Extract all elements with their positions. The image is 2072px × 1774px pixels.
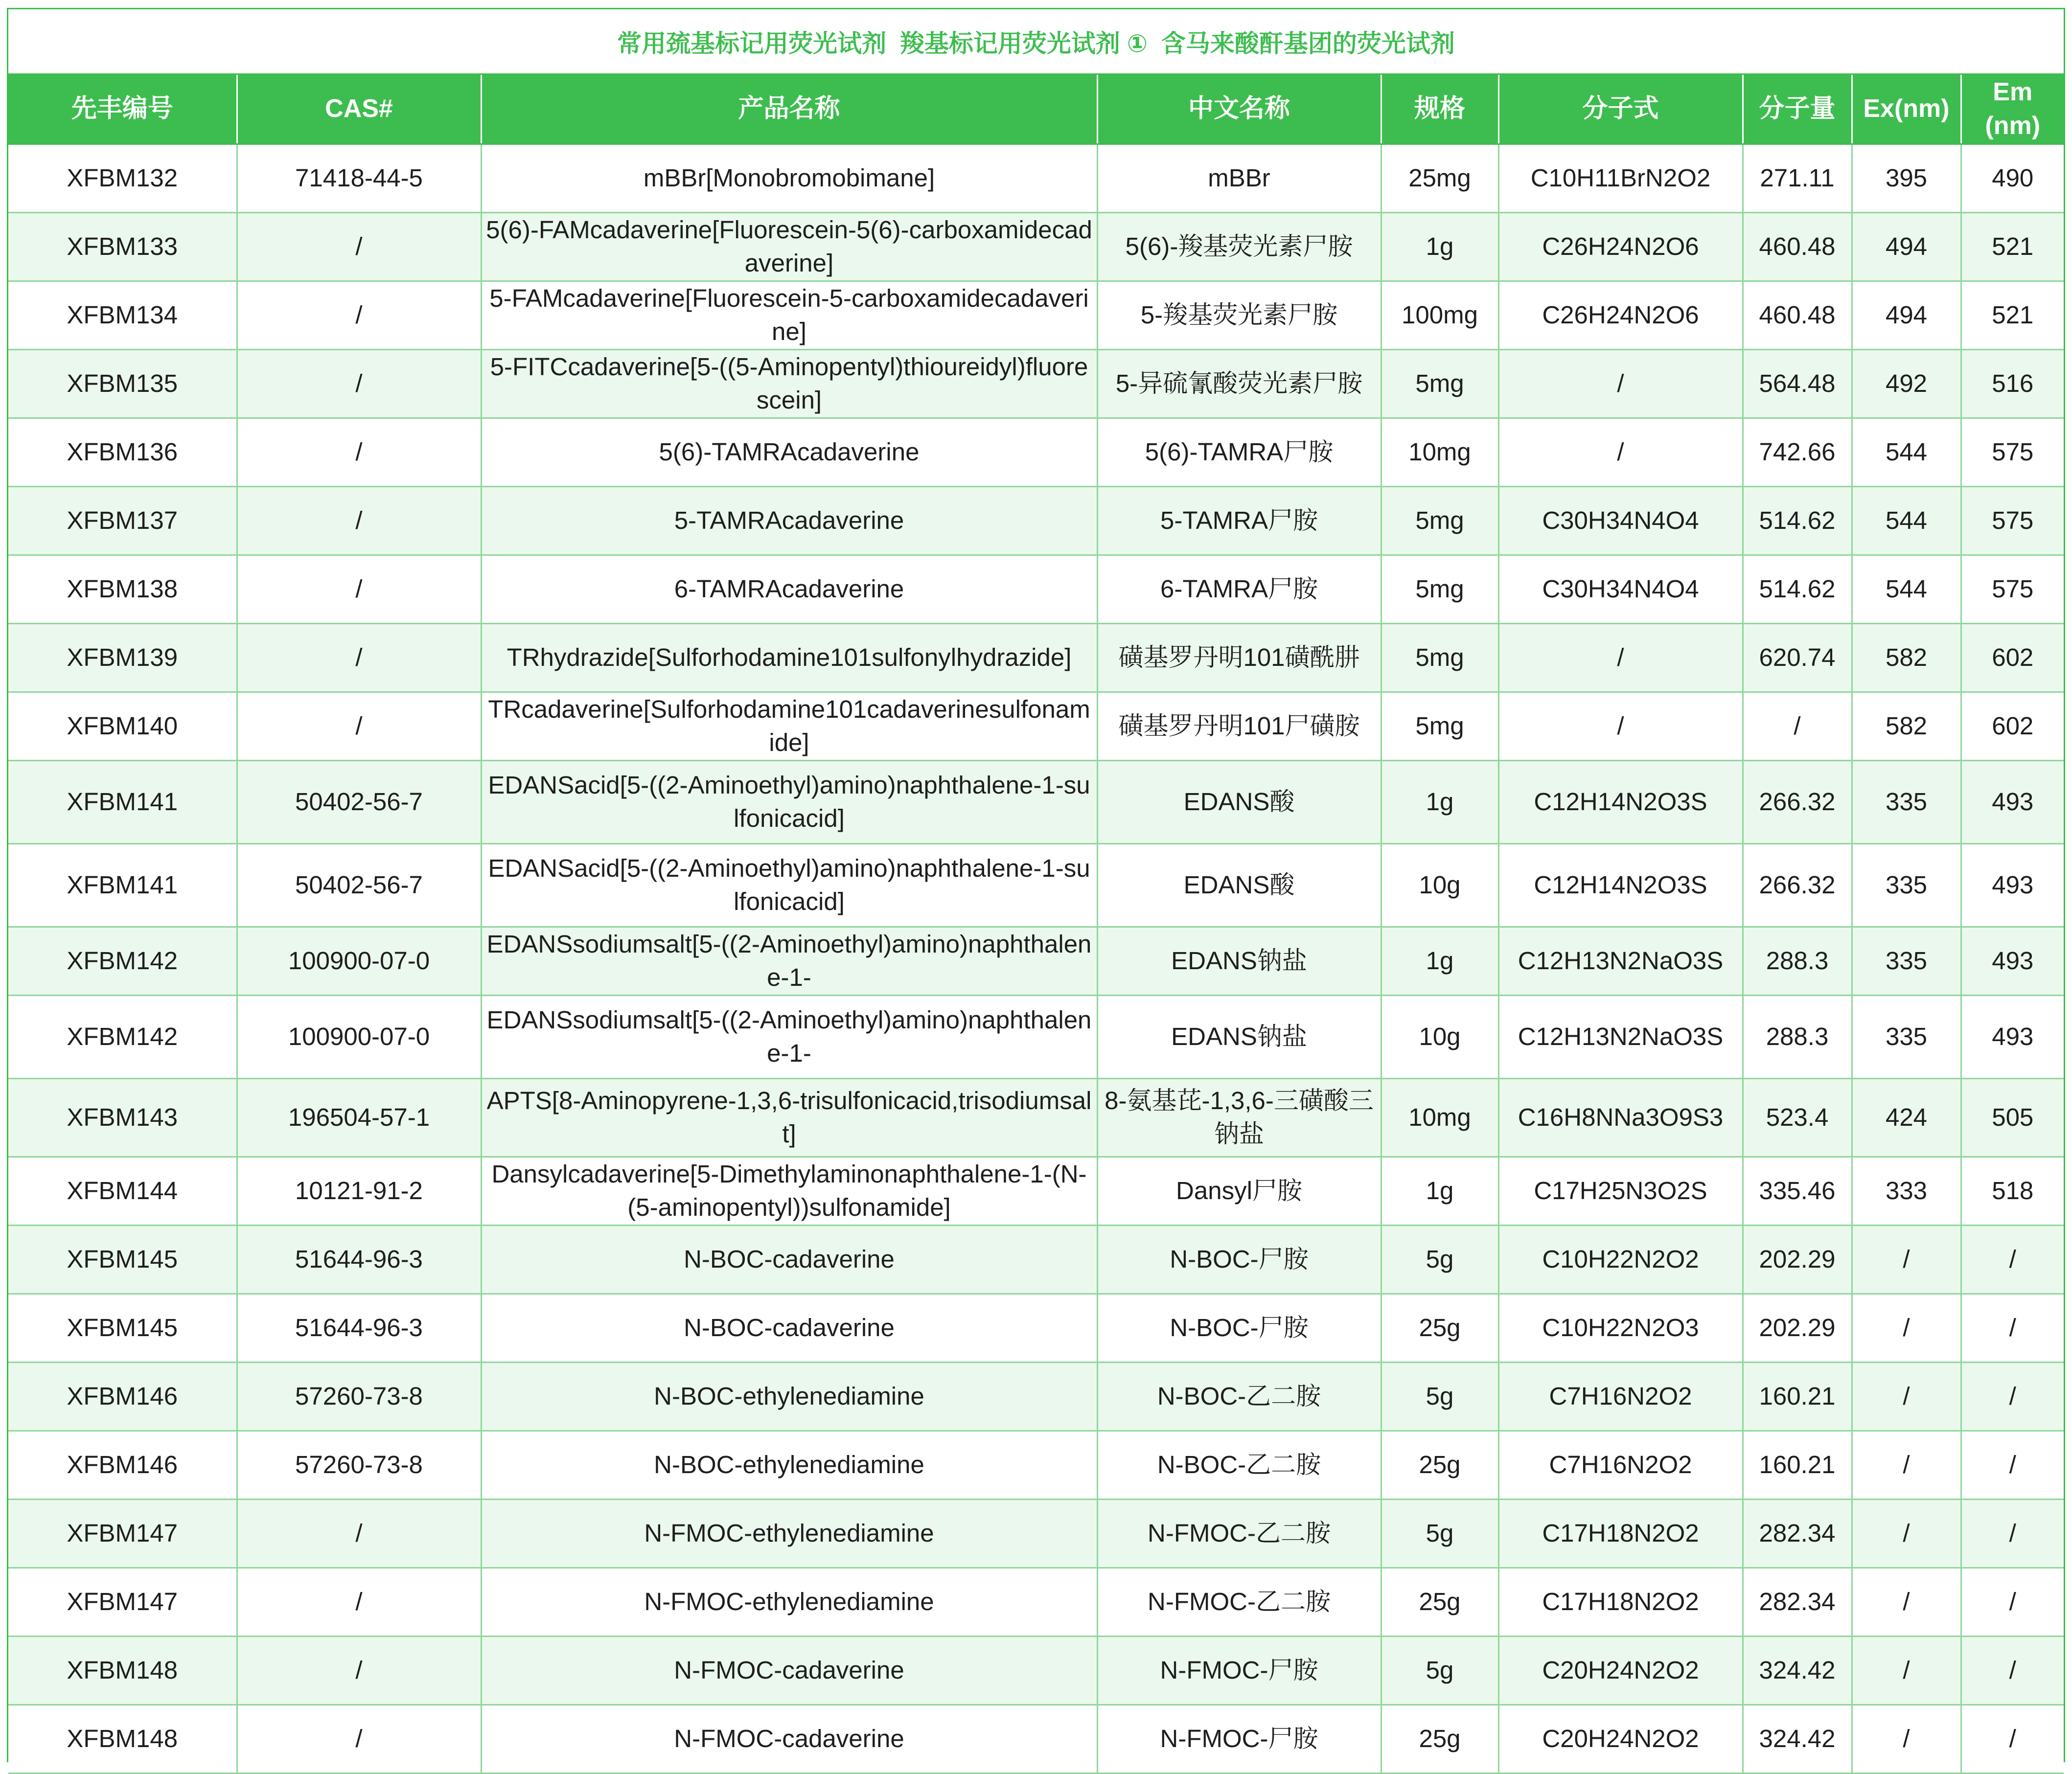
cell-chinese-name: 5-异硫氰酸荧光素尸胺 [1097,349,1381,418]
cell-em: 575 [1961,486,2064,555]
cell-size: 25mg [1381,144,1498,212]
cell-catalog-no: XFBM137 [8,486,237,555]
cell-cas: / [237,212,481,281]
cell-ex: 582 [1852,692,1961,760]
cell-catalog-no: XFBM147 [8,1499,237,1568]
cell-size: 25g [1381,1705,1498,1773]
cell-formula: C20H24N2O2 [1498,1705,1743,1773]
cell-cas: / [237,623,481,692]
cell-mol-weight: 324.42 [1743,1705,1852,1773]
cell-cas: / [237,1705,481,1773]
cell-em: 521 [1961,212,2064,281]
cell-chinese-name: EDANS酸 [1097,760,1381,843]
cell-chinese-name: N-FMOC-尸胺 [1097,1636,1381,1705]
cell-formula: C12H14N2O3S [1498,843,1743,927]
cell-cas: 50402-56-7 [237,843,481,927]
table-row [8,1362,2064,1431]
column-header-ex: Ex(nm) [1852,75,1961,144]
cell-chinese-name: 6-TAMRA尸胺 [1097,555,1381,623]
cell-chinese-name: 8-氨基芘-1,3,6-三磺酸三钠盐 [1097,1078,1381,1157]
header-row [8,75,2064,144]
cell-chinese-name: EDANS钠盐 [1097,927,1381,995]
cell-chinese-name: EDANS钠盐 [1097,995,1381,1078]
table-row [8,1499,2064,1568]
cell-formula: C17H25N3O2S [1498,1157,1743,1225]
cell-em: / [1961,1431,2064,1499]
cell-size: 5mg [1381,486,1498,555]
cell-product-name: EDANSacid[5-((2-Aminoethyl)amino)naphthalene-1-sulfonicacid] [481,843,1097,927]
cell-catalog-no: XFBM142 [8,927,237,995]
cell-ex: / [1852,1568,1961,1636]
cell-formula: C30H34N4O4 [1498,486,1743,555]
cell-ex: / [1852,1636,1961,1705]
cell-catalog-no: XFBM146 [8,1431,237,1499]
cell-ex: / [1852,1225,1961,1294]
table-row [8,1157,2064,1225]
cell-catalog-no: XFBM141 [8,760,237,843]
cell-product-name: 5-TAMRAcadaverine [481,486,1097,555]
table-row [8,555,2064,623]
column-header-chinese-name: 中文名称 [1097,75,1381,144]
table-row [8,1078,2064,1157]
cell-mol-weight: 202.29 [1743,1294,1852,1362]
table-row [8,1294,2064,1362]
cell-cas: 71418-44-5 [237,144,481,212]
cell-formula: / [1498,349,1743,418]
cell-em: 518 [1961,1157,2064,1225]
cell-cas: 51644-96-3 [237,1225,481,1294]
cell-mol-weight: 620.74 [1743,623,1852,692]
cell-size: 5mg [1381,692,1498,760]
table-row [8,1705,2064,1773]
cell-cas: 57260-73-8 [237,1362,481,1431]
cell-ex: 395 [1852,144,1961,212]
cell-size: 1g [1381,760,1498,843]
cell-product-name: TRhydrazide[Sulforhodamine101sulfonylhydrazide] [481,623,1097,692]
cell-mol-weight: 282.34 [1743,1499,1852,1568]
table-row [8,623,2064,692]
cell-chinese-name: N-BOC-乙二胺 [1097,1362,1381,1431]
cell-product-name: EDANSsodiumsalt[5-((2-Aminoethyl)amino)naphthalene-1- [481,927,1097,995]
cell-size: 100mg [1381,281,1498,349]
cell-size: 5mg [1381,349,1498,418]
column-header-em: Em (nm) [1961,75,2064,144]
cell-cas: 50402-56-7 [237,760,481,843]
cell-product-name: 5(6)-FAMcadaverine[Fluorescein-5(6)-carboxamidecadaverine] [481,212,1097,281]
cell-size: 10mg [1381,418,1498,486]
column-header-catalog-no: 先丰编号 [8,75,237,144]
cell-ex: 544 [1852,418,1961,486]
cell-formula: C12H13N2NaO3S [1498,927,1743,995]
cell-catalog-no: XFBM133 [8,212,237,281]
cell-formula: C30H34N4O4 [1498,555,1743,623]
cell-chinese-name: 5-羧基荧光素尸胺 [1097,281,1381,349]
cell-chinese-name: N-BOC-尸胺 [1097,1294,1381,1362]
cell-formula: / [1498,418,1743,486]
cell-product-name: N-FMOC-ethylenediamine [481,1568,1097,1636]
cell-ex: / [1852,1705,1961,1773]
table-row [8,927,2064,995]
cell-formula: / [1498,623,1743,692]
cell-size: 10mg [1381,1078,1498,1157]
cell-mol-weight: 160.21 [1743,1431,1852,1499]
table-row [8,1225,2064,1294]
cell-em: 493 [1961,843,2064,927]
cell-chinese-name: N-BOC-乙二胺 [1097,1431,1381,1499]
cell-size: 5g [1381,1499,1498,1568]
cell-mol-weight: 160.21 [1743,1362,1852,1431]
cell-size: 5g [1381,1225,1498,1294]
cell-formula: C17H18N2O2 [1498,1499,1743,1568]
cell-chinese-name: mBBr [1097,144,1381,212]
cell-product-name: N-FMOC-cadaverine [481,1705,1097,1773]
cell-formula: C12H14N2O3S [1498,760,1743,843]
cell-ex: 492 [1852,349,1961,418]
cell-chinese-name: Dansyl尸胺 [1097,1157,1381,1225]
cell-product-name: 6-TAMRAcadaverine [481,555,1097,623]
cell-cas: / [237,1499,481,1568]
cell-formula: C7H16N2O2 [1498,1362,1743,1431]
cell-em: / [1961,1636,2064,1705]
cell-product-name: EDANSacid[5-((2-Aminoethyl)amino)naphthalene-1-sulfonicacid] [481,760,1097,843]
cell-formula: C10H22N2O3 [1498,1294,1743,1362]
table-row [8,1568,2064,1636]
cell-ex: 335 [1852,843,1961,927]
cell-chinese-name: EDANS酸 [1097,843,1381,927]
cell-mol-weight: 460.48 [1743,281,1852,349]
column-header-mol-weight: 分子量 [1743,75,1852,144]
cell-mol-weight: 282.34 [1743,1568,1852,1636]
cell-mol-weight: 271.11 [1743,144,1852,212]
table-row [8,843,2064,927]
cell-catalog-no: XFBM132 [8,144,237,212]
cell-cas: 51644-96-3 [237,1294,481,1362]
cell-cas: / [237,349,481,418]
table-row [8,418,2064,486]
table-row [8,995,2064,1078]
cell-size: 5mg [1381,623,1498,692]
cell-ex: 544 [1852,486,1961,555]
cell-mol-weight: / [1743,692,1852,760]
cell-em: / [1961,1568,2064,1636]
product-table [8,75,2064,1774]
cell-formula: / [1498,692,1743,760]
cell-catalog-no: XFBM135 [8,349,237,418]
table-row [8,760,2064,843]
cell-size: 25g [1381,1294,1498,1362]
product-table-sheet [7,8,2065,1762]
cell-product-name: Dansylcadaverine[5-Dimethylaminonaphthalene-1-(N-(5-aminopentyl))sulfonamide] [481,1157,1097,1225]
cell-formula: C10H11BrN2O2 [1498,144,1743,212]
cell-ex: 424 [1852,1078,1961,1157]
cell-mol-weight: 564.48 [1743,349,1852,418]
cell-cas: 196504-57-1 [237,1078,481,1157]
cell-mol-weight: 514.62 [1743,486,1852,555]
cell-catalog-no: XFBM136 [8,418,237,486]
cell-size: 25g [1381,1431,1498,1499]
cell-em: / [1961,1499,2064,1568]
table-title: 常用巯基标记用荧光试剂 羧基标记用荧光试剂 ① 含马来酸酐基团的荧光试剂 [8,9,2064,75]
cell-em: 493 [1961,927,2064,995]
cell-ex: 494 [1852,212,1961,281]
cell-product-name: N-BOC-ethylenediamine [481,1362,1097,1431]
cell-mol-weight: 742.66 [1743,418,1852,486]
cell-em: 493 [1961,760,2064,843]
cell-size: 10g [1381,843,1498,927]
cell-mol-weight: 324.42 [1743,1636,1852,1705]
cell-catalog-no: XFBM147 [8,1568,237,1636]
cell-catalog-no: XFBM148 [8,1636,237,1705]
cell-ex: 544 [1852,555,1961,623]
cell-em: / [1961,1705,2064,1773]
cell-formula: C26H24N2O6 [1498,281,1743,349]
cell-em: / [1961,1294,2064,1362]
cell-cas: / [237,281,481,349]
column-header-formula: 分子式 [1498,75,1743,144]
cell-catalog-no: XFBM142 [8,995,237,1078]
cell-chinese-name: N-FMOC-乙二胺 [1097,1568,1381,1636]
cell-chinese-name: 5-TAMRA尸胺 [1097,486,1381,555]
cell-catalog-no: XFBM140 [8,692,237,760]
cell-em: 602 [1961,692,2064,760]
cell-size: 5g [1381,1636,1498,1705]
cell-chinese-name: 5(6)-羧基荧光素尸胺 [1097,212,1381,281]
cell-catalog-no: XFBM148 [8,1705,237,1773]
cell-size: 5mg [1381,555,1498,623]
table-row [8,144,2064,212]
cell-cas: / [237,692,481,760]
cell-em: / [1961,1362,2064,1431]
table-row [8,692,2064,760]
cell-cas: / [237,418,481,486]
cell-product-name: N-BOC-ethylenediamine [481,1431,1097,1499]
cell-em: 493 [1961,995,2064,1078]
cell-chinese-name: 5(6)-TAMRA尸胺 [1097,418,1381,486]
cell-catalog-no: XFBM134 [8,281,237,349]
cell-size: 1g [1381,1157,1498,1225]
table-row [8,1636,2064,1705]
cell-em: 602 [1961,623,2064,692]
table-row [8,349,2064,418]
cell-catalog-no: XFBM145 [8,1225,237,1294]
cell-ex: / [1852,1362,1961,1431]
cell-catalog-no: XFBM144 [8,1157,237,1225]
cell-size: 1g [1381,927,1498,995]
cell-em: 490 [1961,144,2064,212]
cell-ex: 335 [1852,927,1961,995]
cell-em: 516 [1961,349,2064,418]
cell-mol-weight: 288.3 [1743,995,1852,1078]
cell-em: 505 [1961,1078,2064,1157]
cell-chinese-name: N-BOC-尸胺 [1097,1225,1381,1294]
cell-chinese-name: N-FMOC-乙二胺 [1097,1499,1381,1568]
cell-mol-weight: 202.29 [1743,1225,1852,1294]
cell-cas: 57260-73-8 [237,1431,481,1499]
cell-ex: 335 [1852,760,1961,843]
cell-catalog-no: XFBM138 [8,555,237,623]
cell-ex: 494 [1852,281,1961,349]
cell-ex: / [1852,1431,1961,1499]
cell-product-name: N-BOC-cadaverine [481,1294,1097,1362]
cell-mol-weight: 288.3 [1743,927,1852,995]
column-header-product-name: 产品名称 [481,75,1097,144]
cell-size: 5g [1381,1362,1498,1431]
cell-product-name: APTS[8-Aminopyrene-1,3,6-trisulfonicacid,trisodiumsalt] [481,1078,1097,1157]
cell-mol-weight: 266.32 [1743,760,1852,843]
cell-ex: / [1852,1294,1961,1362]
cell-formula: C10H22N2O2 [1498,1225,1743,1294]
cell-chinese-name: N-FMOC-尸胺 [1097,1705,1381,1773]
cell-product-name: TRcadaverine[Sulforhodamine101cadaverinesulfonamide] [481,692,1097,760]
cell-em: 521 [1961,281,2064,349]
cell-ex: 333 [1852,1157,1961,1225]
cell-size: 1g [1381,212,1498,281]
cell-catalog-no: XFBM139 [8,623,237,692]
cell-chinese-name: 磺基罗丹明101尸磺胺 [1097,692,1381,760]
cell-mol-weight: 523.4 [1743,1078,1852,1157]
cell-ex: 582 [1852,623,1961,692]
cell-catalog-no: XFBM143 [8,1078,237,1157]
cell-size: 10g [1381,995,1498,1078]
cell-formula: C17H18N2O2 [1498,1568,1743,1636]
cell-product-name: N-FMOC-cadaverine [481,1636,1097,1705]
cell-ex: / [1852,1499,1961,1568]
cell-product-name: 5(6)-TAMRAcadaverine [481,418,1097,486]
cell-em: / [1961,1225,2064,1294]
cell-mol-weight: 266.32 [1743,843,1852,927]
cell-formula: C16H8NNa3O9S3 [1498,1078,1743,1157]
cell-ex: 335 [1852,995,1961,1078]
cell-mol-weight: 335.46 [1743,1157,1852,1225]
cell-formula: C26H24N2O6 [1498,212,1743,281]
cell-catalog-no: XFBM141 [8,843,237,927]
table-row [8,281,2064,349]
cell-size: 25g [1381,1568,1498,1636]
cell-product-name: 5-FITCcadaverine[5-((5-Aminopentyl)thioureidyl)fluorescein] [481,349,1097,418]
table-row [8,486,2064,555]
cell-cas: / [237,486,481,555]
cell-em: 575 [1961,555,2064,623]
cell-catalog-no: XFBM146 [8,1362,237,1431]
cell-cas: / [237,1568,481,1636]
cell-formula: C20H24N2O2 [1498,1636,1743,1705]
table-body [8,144,2064,1773]
cell-cas: / [237,555,481,623]
cell-product-name: mBBr[Monobromobimane] [481,144,1097,212]
cell-catalog-no: XFBM145 [8,1294,237,1362]
cell-product-name: N-FMOC-ethylenediamine [481,1499,1097,1568]
table-row [8,212,2064,281]
cell-mol-weight: 460.48 [1743,212,1852,281]
column-header-cas: CAS# [237,75,481,144]
cell-product-name: N-BOC-cadaverine [481,1225,1097,1294]
column-header-size: 规格 [1381,75,1498,144]
cell-cas: 10121-91-2 [237,1157,481,1225]
cell-cas: / [237,1636,481,1705]
cell-chinese-name: 磺基罗丹明101磺酰肼 [1097,623,1381,692]
cell-formula: C12H13N2NaO3S [1498,995,1743,1078]
cell-em: 575 [1961,418,2064,486]
cell-product-name: EDANSsodiumsalt[5-((2-Aminoethyl)amino)naphthalene-1- [481,995,1097,1078]
cell-mol-weight: 514.62 [1743,555,1852,623]
cell-cas: 100900-07-0 [237,927,481,995]
cell-formula: C7H16N2O2 [1498,1431,1743,1499]
table-row [8,1431,2064,1499]
cell-cas: 100900-07-0 [237,995,481,1078]
cell-product-name: 5-FAMcadaverine[Fluorescein-5-carboxamidecadaverine] [481,281,1097,349]
